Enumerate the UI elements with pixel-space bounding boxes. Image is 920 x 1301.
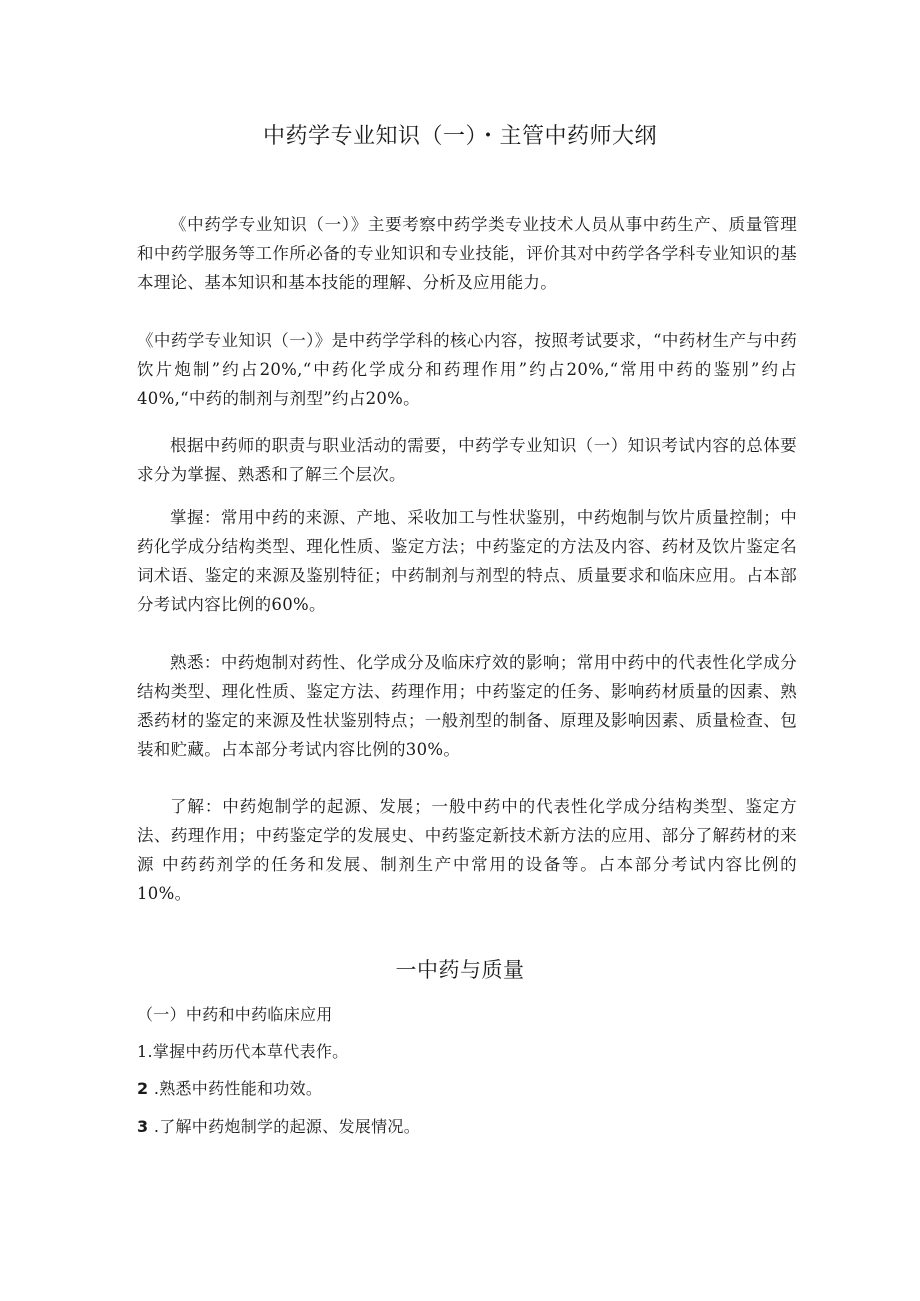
list-item-text: 掌握中药历代本草代表作。 bbox=[152, 1042, 349, 1061]
list-item-number: 1. bbox=[137, 1042, 153, 1061]
list-item bbox=[137, 1077, 322, 1101]
intro-paragraph-proportions: 《中药学专业知识（一）》是中药学学科的核心内容，按照考试要求，“中药材生产与中药饮片炮制”约占20%,“中药化学成分和药理作用”约占20%,“常用中药的鉴别”约占40%,“中药的制剂与剂型”约占20%。 bbox=[137, 331, 797, 408]
paragraph-understand: 了解：中药炮制学的起源、发展；一般中药中的代表性化学成分结构类型、鉴定方法、药理作用；中药鉴定学的发展史、中药鉴定新技术新方法的应用、部分了解药材的来源 中药药剂学的任务和发展、制剂生产中常用的设备等。占本部分考试内容比例的10%。 bbox=[137, 797, 797, 903]
list-item bbox=[137, 1040, 348, 1064]
section-subtitle: （一）中药和中药临床应用 bbox=[137, 1005, 333, 1024]
list-item-number: 3 bbox=[137, 1117, 149, 1136]
intro-paragraph-levels: 根据中药师的职责与职业活动的需要，中药学专业知识（一）知识考试内容的总体要求分为掌握、熟悉和了解三个层次。 bbox=[137, 436, 797, 484]
section-title: 一中药与质量 bbox=[395, 958, 525, 982]
list-item-number: 2 bbox=[137, 1079, 149, 1098]
paragraph-master: 掌握：常用中药的来源、产地、采收加工与性状鉴别，中药炮制与饮片质量控制；中药化学成分结构类型、理化性质、鉴定方法；中药鉴定的方法及内容、药材及饮片鉴定名词术语、鉴定的来源及鉴别特征；中药制剂与剂型的特点、质量要求和临床应用。占本部分考试内容比例的60%。 bbox=[137, 508, 797, 614]
paragraph-familiar: 熟悉：中药炮制对药性、化学成分及临床疗效的影响；常用中药中的代表性化学成分结构类型、理化性质、鉴定方法、药理作用；中药鉴定的任务、影响药材质量的因素、熟悉药材的鉴定的来源及性状鉴别特点；一般剂型的制备、原理及影响因素、质量检查、包装和贮藏。占本部分考试内容比例的30%。 bbox=[137, 653, 797, 759]
intro-paragraph-scope: 《中药学专业知识（一）》主要考察中药学类专业技术人员从事中药生产、质量管理和中药学服务等工作所必备的专业知识和专业技能，评价其对中药学各学科专业知识的基本理论、基本知识和基本技能的理解、分析及应用能力。 bbox=[137, 215, 797, 292]
list-item-text: .了解中药炮制学的起源、发展情况。 bbox=[148, 1117, 421, 1136]
document-title: 中药学专业知识（一）・主管中药师大纲 bbox=[262, 124, 657, 149]
list-item-text: .熟悉中药性能和功效。 bbox=[148, 1079, 323, 1098]
list-item bbox=[137, 1115, 420, 1139]
